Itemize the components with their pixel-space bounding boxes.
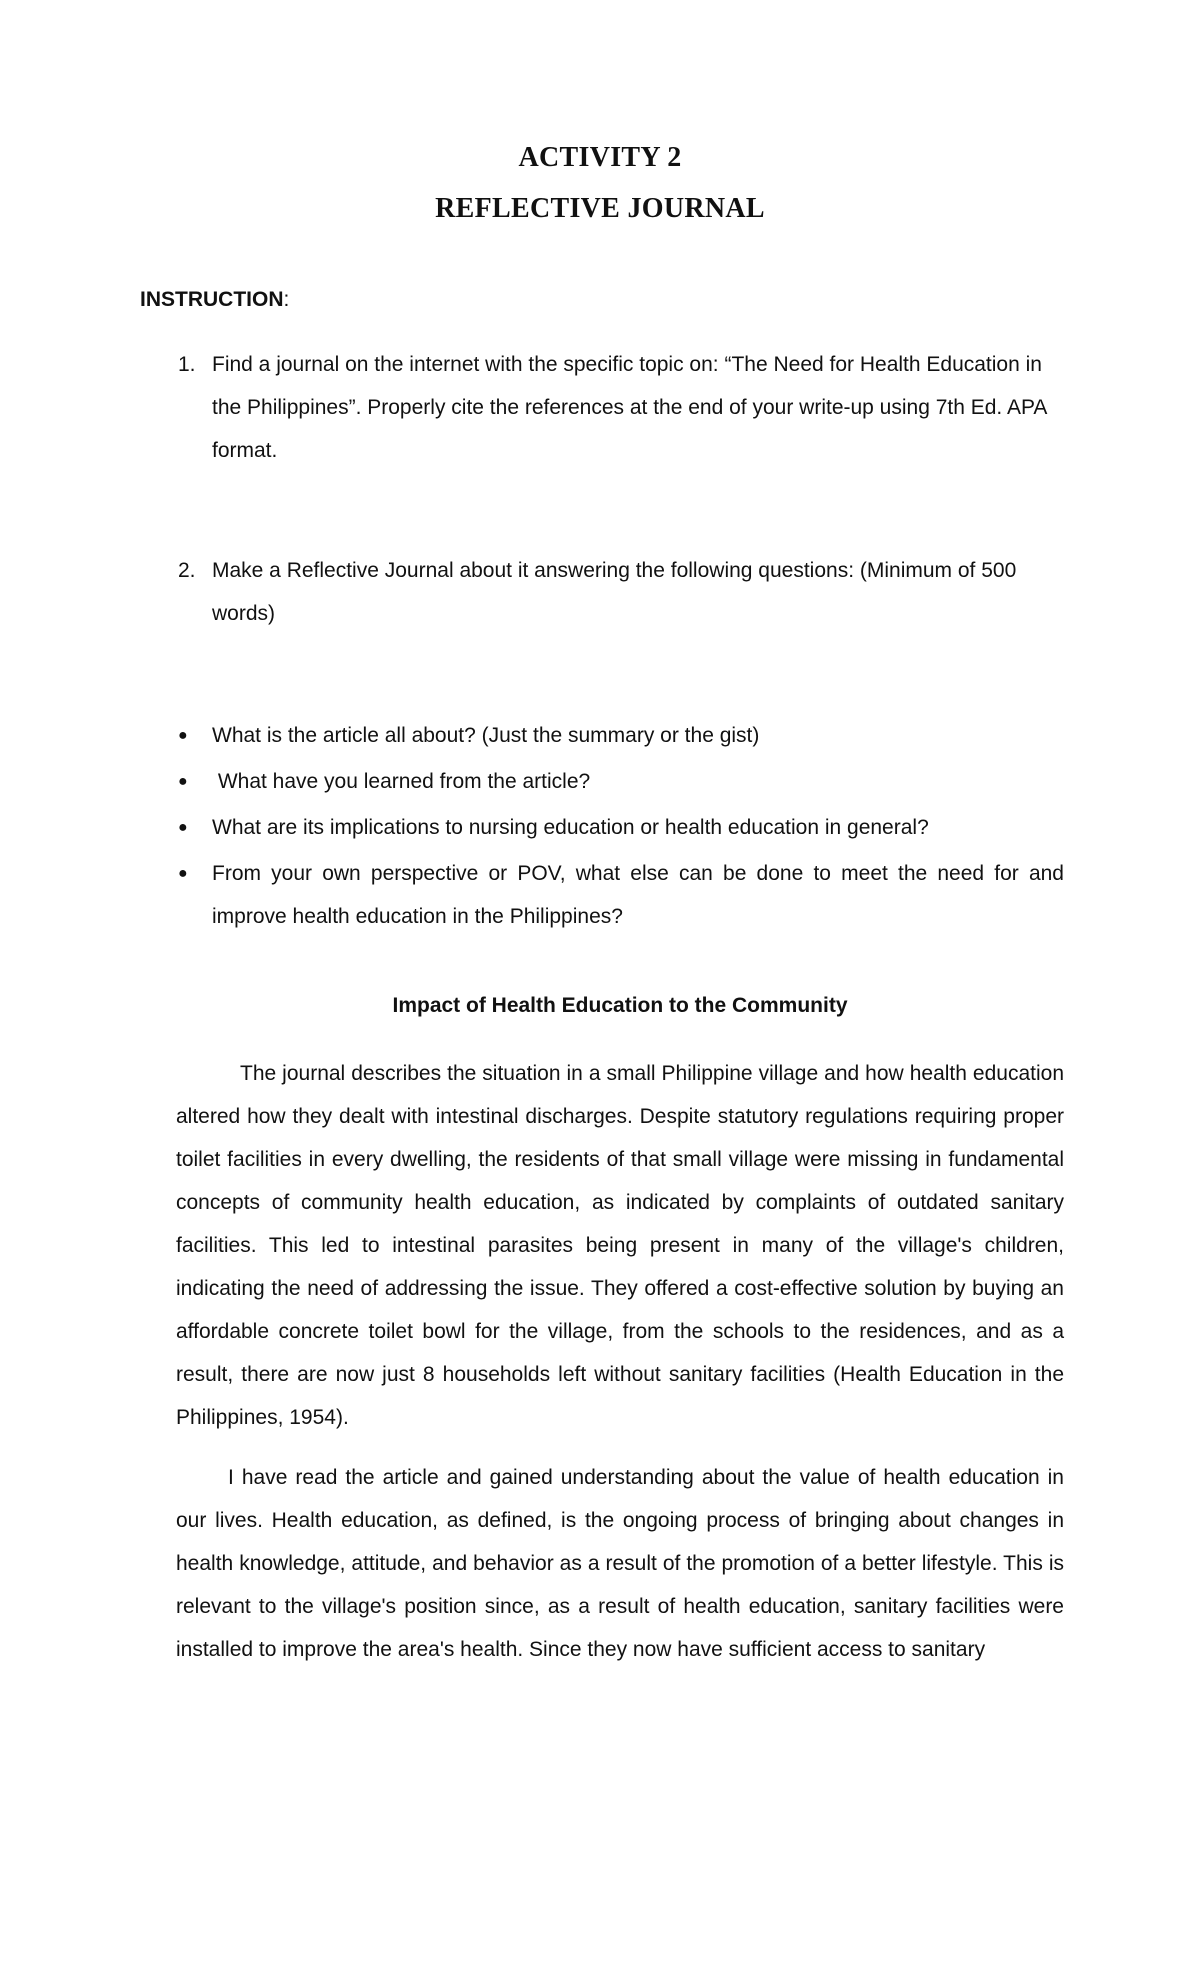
instruction-number: 2. xyxy=(178,559,196,582)
document-title: ACTIVITY 2 xyxy=(518,142,682,173)
question-item xyxy=(178,806,1064,849)
instruction-label xyxy=(140,288,289,312)
instruction-number: 1. xyxy=(178,353,196,376)
instruction-label-colon: : xyxy=(283,288,290,311)
question-item xyxy=(178,760,1064,803)
question-text: What is the article all about? (Just the summary or the gist) xyxy=(212,724,760,747)
bullet-icon: ● xyxy=(178,865,188,882)
document-subtitle: REFLECTIVE JOURNAL xyxy=(435,193,765,224)
bullet-icon: ● xyxy=(178,727,188,744)
bullet-icon: ● xyxy=(178,819,188,836)
question-list xyxy=(178,714,1064,941)
body-paragraph: The journal describes the situation in a small Philippine village and how health education altered how they dealt with intestinal discharges. Despite statutory regulations requiring proper toilet facilities in every dwelling, the residents of that small village were missing in fundamental concepts of community health education, as indicated by complaints of outdated sanitary facilities. This led to intestinal parasites being present in many of the village's children, indicating the need of addressing the issue. They offered a cost-effective solution by buying an affordable concrete toilet bowl for the village, from the schools to the residences, and as a result, there are now just 8 households left without sanitary facilities (Health Education in the Philippines, 1954). xyxy=(176,1062,1064,1429)
instruction-item xyxy=(178,343,1058,472)
question-text: What have you learned from the article? xyxy=(212,770,591,793)
question-text: What are its implications to nursing education or health education in general? xyxy=(212,816,929,839)
question-item xyxy=(178,852,1064,938)
instruction-item xyxy=(178,549,1058,635)
instruction-text: Find a journal on the internet with the specific topic on: “The Need for Health Education in the Philippines”. Properly cite the references at the end of your write-up using 7th Ed. APA format. xyxy=(212,353,1047,462)
body-paragraph: I have read the article and gained understanding about the value of health education in our lives. Health education, as defined, is the ongoing process of bringing about changes in health knowledge, attitude, and behavior as a result of the promotion of a better lifestyle. This is relevant to the village's position since, as a result of health education, sanitary facilities were installed to improve the area's health. Since they now have sufficient access to sanitary xyxy=(176,1466,1064,1661)
instruction-label-text: INSTRUCTION xyxy=(140,288,284,311)
question-item xyxy=(178,714,1064,757)
bullet-icon: ● xyxy=(178,773,188,790)
question-text: From your own perspective or POV, what else can be done to meet the need for and improve health education in the Philippines? xyxy=(212,862,1064,928)
instruction-text: Make a Reflective Journal about it answering the following questions: (Minimum of 500 words) xyxy=(212,559,1017,625)
section-heading: Impact of Health Education to the Community xyxy=(392,994,848,1017)
